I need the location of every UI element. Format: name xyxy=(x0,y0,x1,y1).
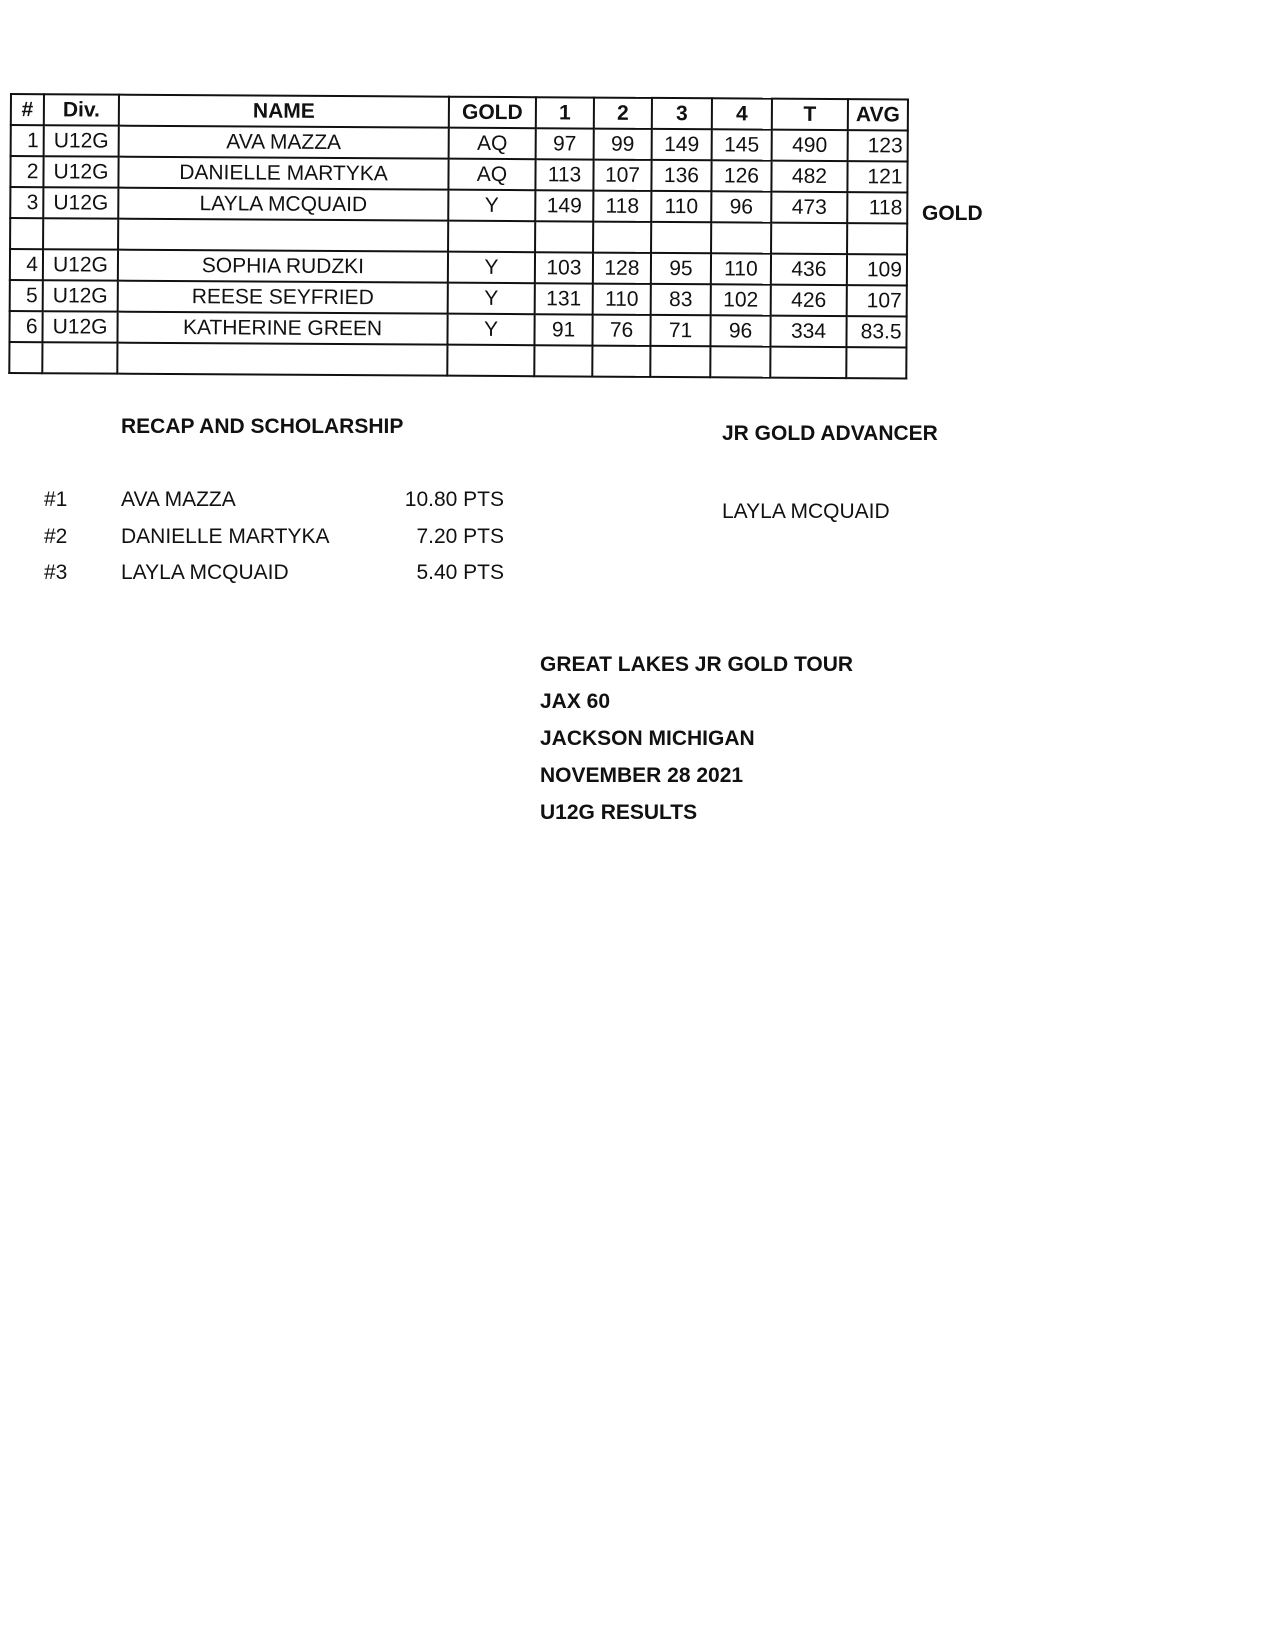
recap-name: AVA MAZZA xyxy=(121,488,236,511)
cell-division: U12G xyxy=(43,280,118,311)
cell-game-3: 136 xyxy=(651,160,711,191)
cell-game-3 xyxy=(650,346,710,377)
cell-division: U12G xyxy=(43,249,118,280)
cell-division xyxy=(43,218,118,249)
cell-rank xyxy=(9,342,42,373)
cell-rank: 3 xyxy=(10,187,43,218)
cell-gold: Y xyxy=(448,190,535,222)
cell-average: 83.5 xyxy=(846,316,906,347)
header-rank: # xyxy=(11,94,44,125)
event-date: NOVEMBER 28 2021 xyxy=(540,764,744,787)
cell-game-1: 97 xyxy=(536,128,594,159)
tour-name: GREAT LAKES JR GOLD TOUR xyxy=(540,653,854,676)
cell-game-4: 96 xyxy=(711,191,771,222)
cell-game-2: 107 xyxy=(593,160,651,191)
cell-total xyxy=(770,347,846,378)
recap-rank: #2 xyxy=(44,525,68,548)
cell-gold xyxy=(447,345,534,377)
cell-total: 490 xyxy=(772,130,848,161)
cell-game-1: 113 xyxy=(535,159,593,190)
cell-division: U12G xyxy=(42,311,117,342)
cell-game-4 xyxy=(710,346,770,377)
cell-game-1 xyxy=(534,345,592,376)
cell-average xyxy=(846,347,906,378)
cell-division: U12G xyxy=(43,187,118,218)
cell-game-3: 83 xyxy=(651,284,711,315)
recap-name: LAYLA MCQUAID xyxy=(121,561,289,584)
bowling-center: JAX 60 xyxy=(540,690,611,713)
header-total: T xyxy=(772,99,848,130)
recap-points: 7.20 PTS xyxy=(416,525,504,548)
cell-gold: Y xyxy=(447,314,534,346)
event-info xyxy=(540,646,853,831)
cell-total: 334 xyxy=(770,316,846,347)
cell-name xyxy=(118,219,448,252)
cell-average: 123 xyxy=(848,130,908,161)
cell-name: AVA MAZZA xyxy=(119,126,449,159)
cell-name xyxy=(117,343,447,376)
cell-game-1: 103 xyxy=(535,252,593,283)
recap-name: DANIELLE MARTYKA xyxy=(121,525,330,548)
advancer-name: LAYLA MCQUAID xyxy=(722,500,890,523)
cell-game-2: 99 xyxy=(594,129,652,160)
gold-cut-label: GOLD xyxy=(922,202,983,225)
cell-total xyxy=(771,223,847,254)
cell-game-3: 71 xyxy=(650,315,710,346)
cell-rank: 6 xyxy=(9,311,42,342)
cell-game-3: 149 xyxy=(652,129,712,160)
results-table xyxy=(8,93,909,379)
table-row xyxy=(9,342,906,378)
cell-game-4: 145 xyxy=(712,129,772,160)
recap-points: 10.80 PTS xyxy=(404,488,504,511)
cell-total: 436 xyxy=(771,254,847,285)
cell-average: 121 xyxy=(847,161,907,192)
cell-total: 482 xyxy=(771,161,847,192)
recap-points: 5.40 PTS xyxy=(416,561,504,584)
cell-division: U12G xyxy=(44,125,119,156)
cell-gold xyxy=(448,221,535,253)
header-name: NAME xyxy=(119,95,449,128)
cell-game-2 xyxy=(592,346,650,377)
table-body xyxy=(9,125,907,378)
cell-game-2: 110 xyxy=(593,284,651,315)
header-game-4: 4 xyxy=(712,98,772,129)
cell-game-1 xyxy=(535,221,593,252)
header-gold: GOLD xyxy=(449,97,536,129)
header-average: AVG xyxy=(848,99,908,130)
cell-rank: 2 xyxy=(10,156,43,187)
cell-division xyxy=(42,342,117,373)
cell-game-4: 102 xyxy=(711,284,771,315)
cell-game-2: 76 xyxy=(592,315,650,346)
cell-name: SOPHIA RUDZKI xyxy=(118,250,448,283)
cell-game-4 xyxy=(711,222,771,253)
cell-gold: AQ xyxy=(449,128,536,160)
recap-rank: #3 xyxy=(44,561,68,584)
cell-gold: Y xyxy=(448,283,535,315)
recap-rank: #1 xyxy=(44,488,68,511)
cell-game-2: 128 xyxy=(593,253,651,284)
cell-average xyxy=(847,223,907,254)
cell-game-2: 118 xyxy=(593,191,651,222)
cell-gold: AQ xyxy=(448,159,535,191)
header-division: Div. xyxy=(44,94,119,125)
cell-rank: 5 xyxy=(10,280,43,311)
cell-game-3: 110 xyxy=(651,191,711,222)
cell-game-2 xyxy=(593,222,651,253)
cell-average: 118 xyxy=(847,192,907,223)
event-location: JACKSON MICHIGAN xyxy=(540,727,755,750)
results-label: U12G RESULTS xyxy=(540,801,698,824)
cell-gold: Y xyxy=(448,252,535,284)
cell-average: 109 xyxy=(847,254,907,285)
advancer-title: JR GOLD ADVANCER xyxy=(722,422,938,445)
cell-game-3 xyxy=(651,222,711,253)
recap-title: RECAP AND SCHOLARSHIP xyxy=(121,415,404,438)
cell-average: 107 xyxy=(847,285,907,316)
cell-game-1: 91 xyxy=(534,314,592,345)
cell-name: LAYLA MCQUAID xyxy=(118,188,448,221)
cell-total: 473 xyxy=(771,192,847,223)
cell-game-1: 149 xyxy=(535,190,593,221)
cell-total: 426 xyxy=(771,285,847,316)
cell-name: REESE SEYFRIED xyxy=(118,281,448,314)
cell-name: DANIELLE MARTYKA xyxy=(118,157,448,190)
cell-division: U12G xyxy=(43,156,118,187)
cell-rank: 1 xyxy=(11,125,44,156)
header-game-3: 3 xyxy=(652,98,712,129)
header-game-1: 1 xyxy=(536,97,594,128)
cell-game-4: 126 xyxy=(711,160,771,191)
cell-game-3: 95 xyxy=(651,253,711,284)
header-game-2: 2 xyxy=(594,98,652,129)
cell-game-1: 131 xyxy=(535,283,593,314)
cell-rank: 4 xyxy=(10,249,43,280)
cell-game-4: 110 xyxy=(711,253,771,284)
cell-rank xyxy=(10,218,43,249)
cell-game-4: 96 xyxy=(710,315,770,346)
cell-name: KATHERINE GREEN xyxy=(117,312,447,345)
